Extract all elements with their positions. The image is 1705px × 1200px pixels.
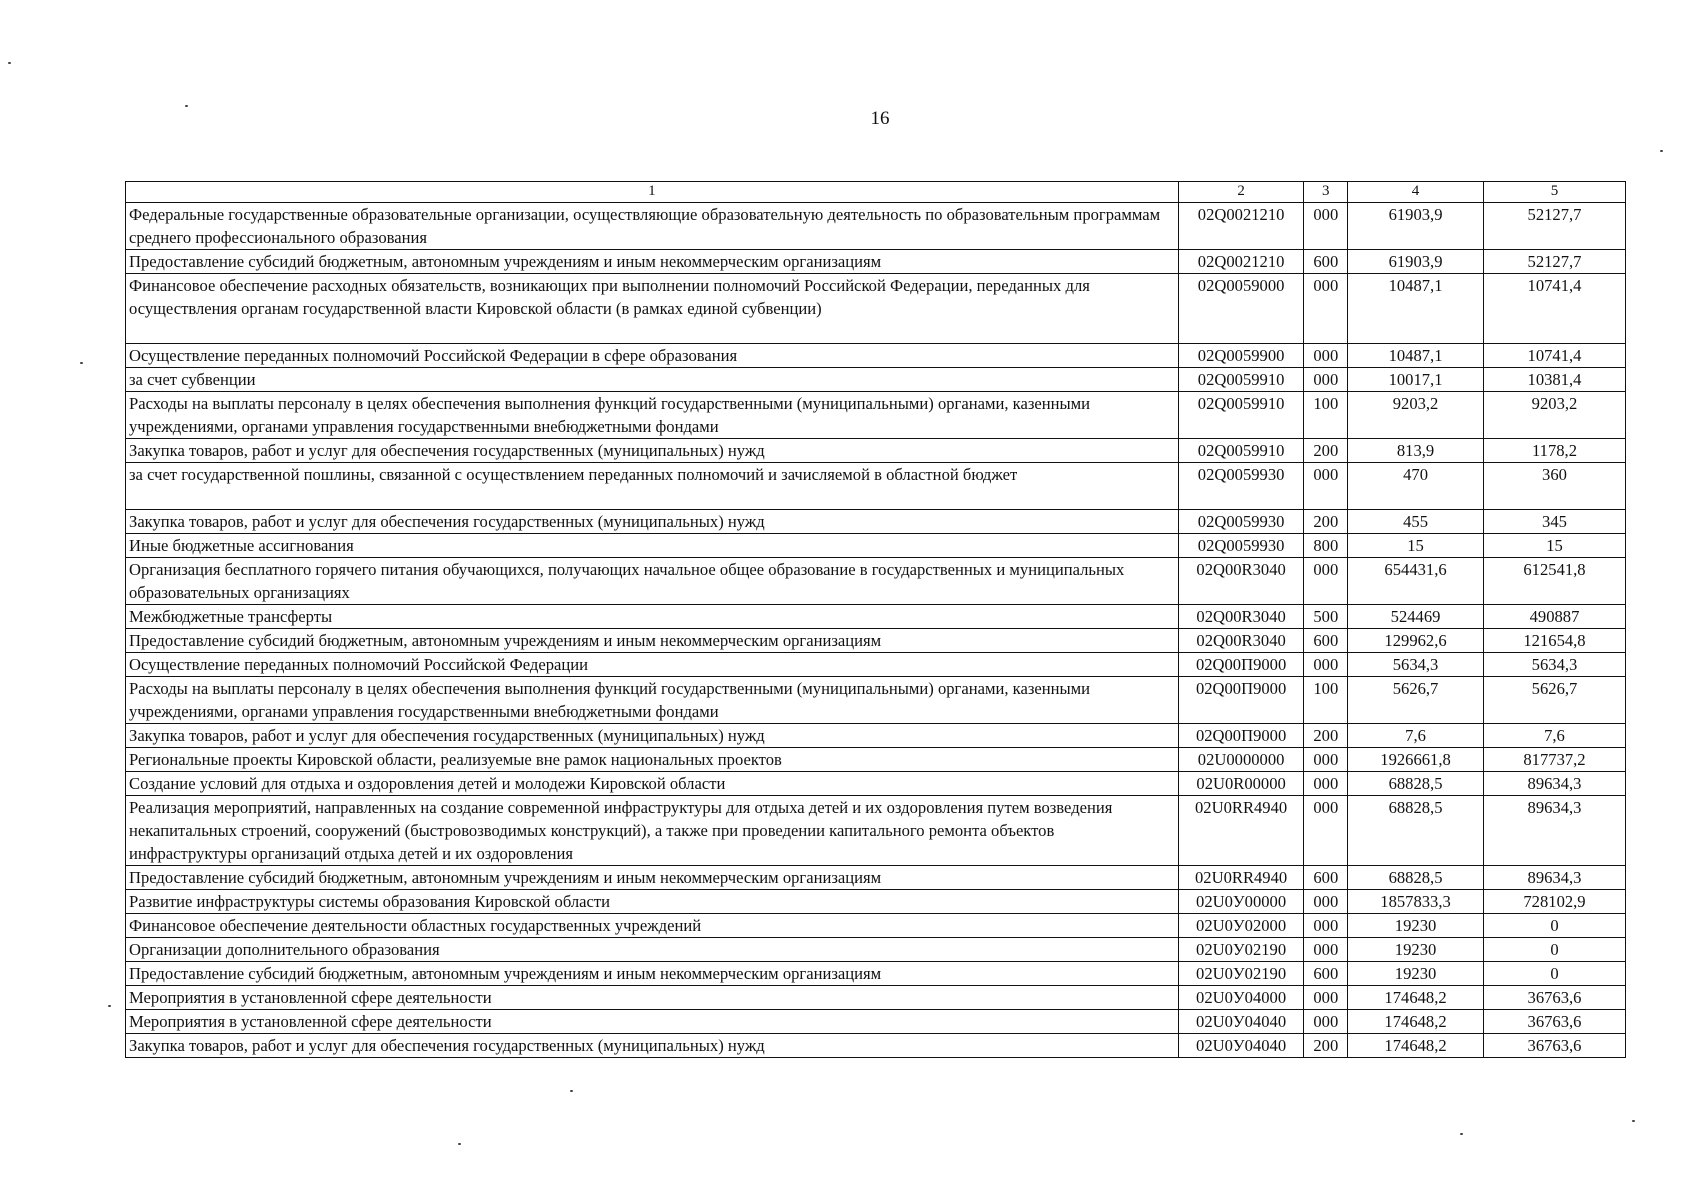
row-type: 100 [1304, 677, 1348, 724]
row-type: 000 [1304, 748, 1348, 772]
row-code: 02Q0021210 [1178, 250, 1304, 274]
row-name: Закупка товаров, работ и услуг для обеспечения государственных (муниципальных) нужд [126, 724, 1179, 748]
row-type: 000 [1304, 772, 1348, 796]
row-code: 02U0000000 [1178, 748, 1304, 772]
row-value-col4: 10487,1 [1348, 274, 1484, 344]
table-row [126, 439, 1626, 463]
table-row [126, 866, 1626, 890]
row-name: Предоставление субсидий бюджетным, автономным учреждениям и иным некоммерческим организациям [126, 250, 1179, 274]
row-value-col5: 0 [1483, 914, 1625, 938]
table-body [126, 203, 1626, 1058]
row-type: 000 [1304, 653, 1348, 677]
row-value-col4: 174648,2 [1348, 1034, 1484, 1058]
header-col-5: 5 [1483, 182, 1625, 203]
row-name: Иные бюджетные ассигнования [126, 534, 1179, 558]
row-type: 600 [1304, 866, 1348, 890]
row-name: Предоставление субсидий бюджетным, автономным учреждениям и иным некоммерческим организациям [126, 866, 1179, 890]
row-value-col4: 10487,1 [1348, 344, 1484, 368]
row-type: 000 [1304, 368, 1348, 392]
row-type: 000 [1304, 914, 1348, 938]
row-code: 02U0У00000 [1178, 890, 1304, 914]
row-value-col5: 5634,3 [1483, 653, 1625, 677]
row-value-col5: 1178,2 [1483, 439, 1625, 463]
row-value-col4: 61903,9 [1348, 250, 1484, 274]
row-type: 500 [1304, 605, 1348, 629]
row-value-col4: 19230 [1348, 914, 1484, 938]
table-row [126, 605, 1626, 629]
row-code: 02Q0059930 [1178, 463, 1304, 510]
budget-table [125, 181, 1626, 1058]
table-row [126, 368, 1626, 392]
row-name: Расходы на выплаты персоналу в целях обеспечения выполнения функций государственными (муниципальными) органами, казенными учреждениями, органами управления государственными внебюджетными фондами [126, 392, 1179, 439]
row-type: 200 [1304, 1034, 1348, 1058]
table-row [126, 250, 1626, 274]
table-row [126, 986, 1626, 1010]
row-code: 02U0У02000 [1178, 914, 1304, 938]
row-value-col5: 15 [1483, 534, 1625, 558]
table-row [126, 463, 1626, 510]
row-code: 02Q0021210 [1178, 203, 1304, 250]
row-value-col4: 68828,5 [1348, 772, 1484, 796]
scan-speck [1632, 1120, 1635, 1122]
row-value-col5: 612541,8 [1483, 558, 1625, 605]
header-col-1: 1 [126, 182, 1179, 203]
row-type: 200 [1304, 724, 1348, 748]
row-value-col5: 52127,7 [1483, 250, 1625, 274]
row-value-col4: 455 [1348, 510, 1484, 534]
row-code: 02U0RR4940 [1178, 796, 1304, 866]
row-code: 02Q0059910 [1178, 392, 1304, 439]
row-value-col5: 7,6 [1483, 724, 1625, 748]
row-name: Межбюджетные трансферты [126, 605, 1179, 629]
row-name: Реализация мероприятий, направленных на создание современной инфраструктуры для отдыха детей и их оздоровления путем возведения некапитальных строений, сооружений (быстровозводимых конструкций), а также при проведении капитального ремонта объектов инфраструктуры организаций отдыха детей и их оздоровления [126, 796, 1179, 866]
row-value-col4: 61903,9 [1348, 203, 1484, 250]
row-value-col4: 1857833,3 [1348, 890, 1484, 914]
table-row [126, 629, 1626, 653]
row-code: 02Q00R3040 [1178, 558, 1304, 605]
row-name: Закупка товаров, работ и услуг для обеспечения государственных (муниципальных) нужд [126, 1034, 1179, 1058]
row-name: Финансовое обеспечение деятельности областных государственных учреждений [126, 914, 1179, 938]
row-name: Региональные проекты Кировской области, реализуемые вне рамок национальных проектов [126, 748, 1179, 772]
row-value-col5: 36763,6 [1483, 986, 1625, 1010]
row-name: Создание условий для отдыха и оздоровления детей и молодежи Кировской области [126, 772, 1179, 796]
row-name: Организация бесплатного горячего питания обучающихся, получающих начальное общее образование в государственных и муниципальных образовательных организациях [126, 558, 1179, 605]
row-value-col4: 524469 [1348, 605, 1484, 629]
scan-speck [1660, 150, 1663, 152]
row-value-col5: 360 [1483, 463, 1625, 510]
row-name: Организации дополнительного образования [126, 938, 1179, 962]
table-header [126, 182, 1626, 203]
row-code: 02Q0059930 [1178, 510, 1304, 534]
row-value-col5: 10741,4 [1483, 274, 1625, 344]
row-value-col4: 5626,7 [1348, 677, 1484, 724]
scan-speck [8, 62, 11, 64]
row-code: 02U0У04000 [1178, 986, 1304, 1010]
row-value-col5: 345 [1483, 510, 1625, 534]
row-value-col4: 174648,2 [1348, 1010, 1484, 1034]
row-value-col5: 36763,6 [1483, 1034, 1625, 1058]
row-name: Развитие инфраструктуры системы образования Кировской области [126, 890, 1179, 914]
row-value-col5: 52127,7 [1483, 203, 1625, 250]
row-value-col4: 129962,6 [1348, 629, 1484, 653]
row-code: 02U0У04040 [1178, 1010, 1304, 1034]
row-value-col5: 728102,9 [1483, 890, 1625, 914]
table-row [126, 938, 1626, 962]
row-code: 02Q0059000 [1178, 274, 1304, 344]
row-code: 02Q00R3040 [1178, 605, 1304, 629]
table-row [126, 724, 1626, 748]
row-name: Мероприятия в установленной сфере деятельности [126, 986, 1179, 1010]
row-code: 02Q00П9000 [1178, 653, 1304, 677]
row-type: 000 [1304, 1010, 1348, 1034]
scan-speck [1460, 1133, 1463, 1135]
row-value-col5: 10741,4 [1483, 344, 1625, 368]
row-value-col5: 490887 [1483, 605, 1625, 629]
row-value-col4: 9203,2 [1348, 392, 1484, 439]
row-type: 200 [1304, 439, 1348, 463]
row-type: 000 [1304, 796, 1348, 866]
row-value-col4: 174648,2 [1348, 986, 1484, 1010]
row-value-col5: 5626,7 [1483, 677, 1625, 724]
row-value-col4: 68828,5 [1348, 796, 1484, 866]
row-type: 000 [1304, 274, 1348, 344]
row-name: Осуществление переданных полномочий Российской Федерации в сфере образования [126, 344, 1179, 368]
row-type: 000 [1304, 986, 1348, 1010]
row-type: 600 [1304, 250, 1348, 274]
row-value-col4: 19230 [1348, 962, 1484, 986]
row-code: 02U0У02190 [1178, 962, 1304, 986]
row-value-col5: 9203,2 [1483, 392, 1625, 439]
row-name: Предоставление субсидий бюджетным, автономным учреждениям и иным некоммерческим организациям [126, 962, 1179, 986]
row-code: 02U0У04040 [1178, 1034, 1304, 1058]
row-type: 200 [1304, 510, 1348, 534]
row-name: Финансовое обеспечение расходных обязательств, возникающих при выполнении полномочий Российской Федерации, переданных для осуществления органам государственной власти Кировской области (в рамках единой субвенции) [126, 274, 1179, 344]
row-value-col4: 1926661,8 [1348, 748, 1484, 772]
row-value-col4: 68828,5 [1348, 866, 1484, 890]
row-code: 02Q00R3040 [1178, 629, 1304, 653]
row-name: Закупка товаров, работ и услуг для обеспечения государственных (муниципальных) нужд [126, 439, 1179, 463]
scan-speck [570, 1090, 573, 1092]
row-code: 02Q0059910 [1178, 368, 1304, 392]
row-type: 800 [1304, 534, 1348, 558]
row-code: 02Q00П9000 [1178, 677, 1304, 724]
row-name: Закупка товаров, работ и услуг для обеспечения государственных (муниципальных) нужд [126, 510, 1179, 534]
table-row [126, 772, 1626, 796]
scan-speck [80, 362, 83, 364]
row-value-col5: 89634,3 [1483, 772, 1625, 796]
header-col-4: 4 [1348, 182, 1484, 203]
row-value-col5: 817737,2 [1483, 748, 1625, 772]
row-type: 000 [1304, 558, 1348, 605]
row-value-col4: 654431,6 [1348, 558, 1484, 605]
table-row [126, 274, 1626, 344]
row-name: Осуществление переданных полномочий Российской Федерации [126, 653, 1179, 677]
row-name: Мероприятия в установленной сфере деятельности [126, 1010, 1179, 1034]
row-type: 000 [1304, 938, 1348, 962]
table-row [126, 534, 1626, 558]
table-row [126, 962, 1626, 986]
row-name: Предоставление субсидий бюджетным, автономным учреждениям и иным некоммерческим организациям [126, 629, 1179, 653]
row-code: 02U0RR4940 [1178, 866, 1304, 890]
row-code: 02U0R00000 [1178, 772, 1304, 796]
row-value-col4: 470 [1348, 463, 1484, 510]
row-type: 000 [1304, 463, 1348, 510]
page-number: 16 [870, 108, 890, 129]
row-value-col4: 10017,1 [1348, 368, 1484, 392]
row-type: 100 [1304, 392, 1348, 439]
table-row [126, 558, 1626, 605]
row-value-col4: 19230 [1348, 938, 1484, 962]
row-name: за счет государственной пошлины, связанной с осуществлением переданных полномочий и зачисляемой в областной бюджет [126, 463, 1179, 510]
row-value-col5: 10381,4 [1483, 368, 1625, 392]
row-value-col5: 89634,3 [1483, 796, 1625, 866]
row-type: 000 [1304, 344, 1348, 368]
row-value-col4: 7,6 [1348, 724, 1484, 748]
table-row [126, 748, 1626, 772]
row-code: 02Q0059930 [1178, 534, 1304, 558]
header-col-3: 3 [1304, 182, 1348, 203]
row-type: 600 [1304, 629, 1348, 653]
row-name: Федеральные государственные образовательные организации, осуществляющие образовательную деятельность по образовательным программам среднего профессионального образования [126, 203, 1179, 250]
row-code: 02Q0059910 [1178, 439, 1304, 463]
table-row [126, 890, 1626, 914]
header-row [126, 182, 1626, 203]
table-row [126, 653, 1626, 677]
row-value-col4: 813,9 [1348, 439, 1484, 463]
row-value-col5: 0 [1483, 938, 1625, 962]
row-type: 600 [1304, 962, 1348, 986]
row-value-col4: 15 [1348, 534, 1484, 558]
table-row [126, 203, 1626, 250]
row-value-col5: 36763,6 [1483, 1010, 1625, 1034]
row-value-col4: 5634,3 [1348, 653, 1484, 677]
table-row [126, 344, 1626, 368]
row-value-col5: 0 [1483, 962, 1625, 986]
row-type: 000 [1304, 203, 1348, 250]
scan-speck [185, 105, 188, 107]
row-code: 02Q00П9000 [1178, 724, 1304, 748]
table-row [126, 392, 1626, 439]
table-row [126, 677, 1626, 724]
table-row [126, 510, 1626, 534]
row-code: 02U0У02190 [1178, 938, 1304, 962]
scan-speck [458, 1143, 461, 1145]
table-row [126, 796, 1626, 866]
row-name: за счет субвенции [126, 368, 1179, 392]
table-row [126, 914, 1626, 938]
row-type: 000 [1304, 890, 1348, 914]
header-col-2: 2 [1178, 182, 1304, 203]
row-value-col5: 121654,8 [1483, 629, 1625, 653]
table-row [126, 1010, 1626, 1034]
scan-speck [108, 1005, 111, 1007]
row-value-col5: 89634,3 [1483, 866, 1625, 890]
table-row [126, 1034, 1626, 1058]
row-code: 02Q0059900 [1178, 344, 1304, 368]
row-name: Расходы на выплаты персоналу в целях обеспечения выполнения функций государственными (муниципальными) органами, казенными учреждениями, органами управления государственными внебюджетными фондами [126, 677, 1179, 724]
